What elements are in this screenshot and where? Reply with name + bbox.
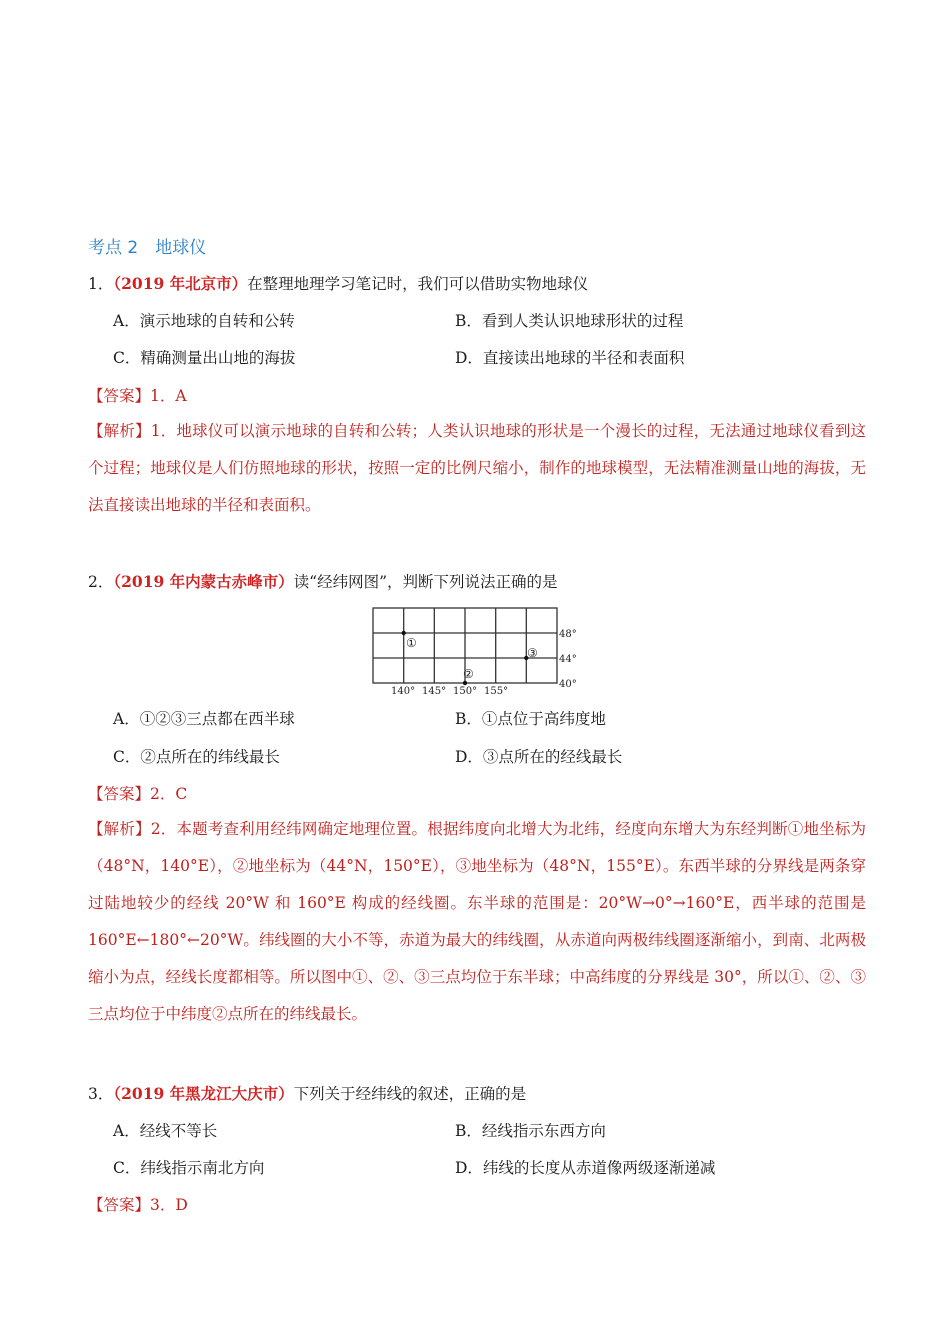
option-b: B．经线指示东西方向 [455,1122,606,1140]
option-c: C．精确测量出山地的海拔 [113,349,296,367]
question-text: 下列关于经纬线的叙述，正确的是 [293,1085,527,1103]
option-c: C．纬线指示南北方向 [113,1159,265,1177]
answer: 【答案】3．D [88,1196,188,1214]
question-1-stem [88,272,588,294]
question-source: （2019 年北京市） [113,274,248,293]
answer: 【答案】2．C [88,785,188,803]
question-2-stem [88,570,558,592]
option-b: B．①点位于高纬度地 [455,710,606,728]
option-b: B．看到人类认识地球形状的过程 [455,312,684,330]
lon-label-140: 140° [391,686,416,696]
option-a: A．①②③三点都在西半球 [113,710,295,728]
lon-label-145: 145° [422,686,447,696]
answer: 【答案】1．A [88,387,187,405]
option-c: C．②点所在的纬线最长 [113,748,280,766]
option-d: D．③点所在的经线最长 [455,748,623,766]
explanation: 【解析】2．本题考查利用经纬网确定地理位置。根据纬度向北增大为北纬，经度向东增大为东经判断①地坐标为（48°N，140°E），②地坐标为（44°N，150°E），③地坐标为（48°N，155°E）。东西半球的分界线是两条穿过陆地较少的经线 20°W 和 160°E 构成的经线圈。东半球的范围是：20°W→0°→160°E，西半球的范围是 160°E←180°←20°W。纬线圈的大小不等，赤道为最大的纬线圈，从赤道向两极纬线圈逐渐缩小，到南、北两极缩小为点，经线长度都相等。所以图中①、②、③三点均位于东半球；中高纬度的分界线是 30°，所以①、②、③三点均位于中纬度②点所在的纬线最长。 [88,820,866,1023]
graticule-figure [365,606,585,696]
lat-label-44: 44° [559,654,577,665]
lon-label-150: 150° [453,686,478,696]
lon-label-155: 155° [484,686,509,696]
section-title: 考点 2 地球仪 [88,238,207,258]
question-3-stem [88,1082,526,1104]
explanation: 【解析】1．地球仪可以演示地球的自转和公转；人类认识地球的形状是一个漫长的过程，无法通过地球仪看到这个过程；地球仪是人们仿照地球的形状，按照一定的比例尺缩小，制作的地球模型，无法精准测量山地的海拔，无法直接读出地球的半径和表面积。 [88,422,866,514]
point-2-dot [463,681,467,685]
question-text: 在整理地理学习笔记时，我们可以借助实物地球仪 [247,275,589,293]
question-source: （2019 年内蒙古赤峰市） [113,572,294,591]
lat-label-48: 48° [559,629,577,640]
question-number: 1． [88,275,114,293]
question-text: 读“经纬网图”，判断下列说法正确的是 [293,573,558,591]
point-2-label: ② [463,667,474,681]
option-d: D．直接读出地球的半径和表面积 [455,349,685,367]
question-source: （2019 年黑龙江大庆市） [113,1084,294,1103]
option-d: D．纬线的长度从赤道像两级逐渐递减 [455,1159,716,1177]
point-1-dot [402,631,406,635]
point-1-label: ① [406,636,417,650]
question-number: 2． [88,573,114,591]
question-number: 3． [88,1085,114,1103]
option-a: A．经线不等长 [113,1122,218,1140]
lat-label-40: 40° [559,679,577,690]
option-a: A．演示地球的自转和公转 [113,312,295,330]
point-3-label: ③ [527,646,538,660]
